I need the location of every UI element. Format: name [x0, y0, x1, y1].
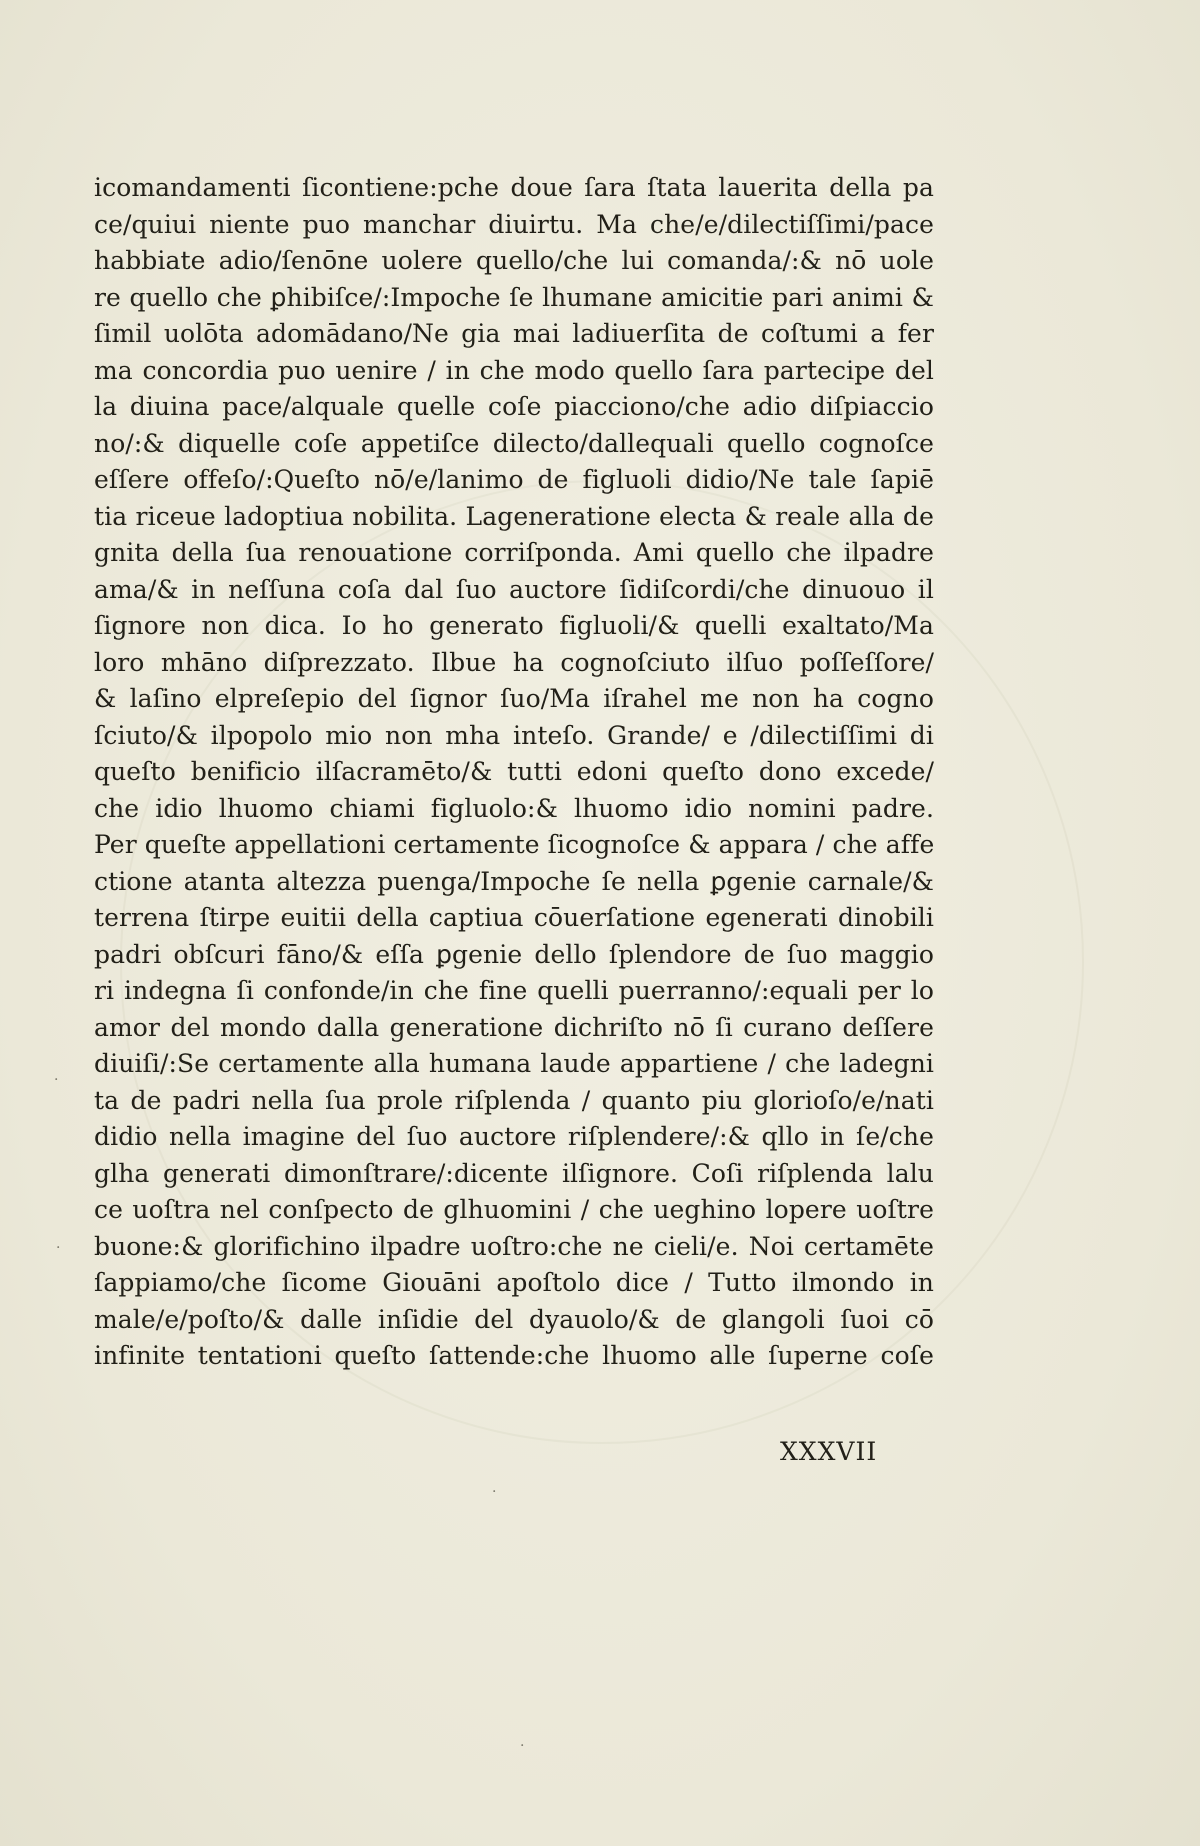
text-line: eſſere offeſo/:Queſto nō/e/lanimo de figluoli didio/Ne tale ſapiē [94, 465, 934, 494]
text-line: ctione atanta altezza puenga/Impoche ſe nella ꝑgenie carnale/& [94, 866, 934, 896]
text-line: terrena ſtirpe euitii della captiua cōuerſatione egenerati dinobili [94, 903, 934, 932]
text-line: didio nella imagine del ſuo auctore riſplendere/:& qllo in ſe/che [94, 1122, 934, 1151]
text-line: ce/quiui niente puo manchar diuirtu. Ma che/e/dilectiſſimi/pace [94, 209, 934, 239]
text-line: ce uoſtra nel conſpecto de glhuomini / che ueghino lopere uoſtre [94, 1195, 934, 1224]
text-line: ſciuto/& ilpopolo mio non mha inteſo. Grande/ e /dilectiſſimi di [94, 720, 934, 750]
paper-speck: · [56, 1240, 61, 1256]
text-line: la diuina pace/alquale quelle coſe piacciono/che adio diſpiaccio [94, 392, 934, 421]
text-line: gnita della ſua renouatione corriſponda. Ami quello che ilpadre [94, 538, 934, 567]
text-line: ſimil uolōta adomādano/Ne gia mai ladiuerſita de coſtumi a fer [94, 319, 934, 348]
text-line: che idio lhuomo chiami figluolo:& lhuomo idio nomini padre. [94, 793, 934, 823]
text-line: buone:& glorifichino ilpadre uoſtro:che ne cieli/e. Noi certamēte [94, 1231, 934, 1261]
paper-speck: · [520, 1738, 525, 1754]
text-line: padri obſcuri fāno/& eſſa ꝑgenie dello ſplendore de ſuo maggio [94, 939, 934, 969]
text-line: ſappiamo/che ſicome Giouāni apoſtolo dice / Tutto ilmondo in [94, 1268, 934, 1297]
text-line: amor del mondo dalla generatione dichriſto nō ſi curano deſſere [94, 1012, 934, 1042]
text-line: Per queſte appellationi certamente ſicognoſce & appara / che affe [94, 830, 934, 859]
text-line: infinite tentationi queſto ſattende:che lhuomo alle ſuperne coſe [94, 1341, 934, 1370]
paper-speck: · [492, 1484, 497, 1500]
text-line: diuiſi/:Se certamente alla humana laude appartiene / che ladegni [94, 1049, 934, 1078]
text-line: tia riceue ladoptiua nobilita. Lageneratione electa & reale alla de [94, 501, 934, 531]
text-line: ri indegna ſi confonde/in che fine quelli puerranno/:equali per lo [94, 976, 934, 1005]
text-line: habbiate adio/ſenōne uolere quello/che lui comanda/:& nō uole [94, 246, 934, 275]
body-text [94, 170, 934, 1375]
text-line: male/e/poſto/& dalle inſidie del dyauolo/& de glangoli ſuoi cō [94, 1304, 934, 1334]
text-line: ma concordia puo uenire / in che modo quello ſara partecipe del [94, 355, 934, 385]
text-line: no/:& diquelle coſe appetiſce dilecto/dallequali quello cognoſce [94, 428, 934, 458]
text-line: icomandamenti ſicontiene:pche doue ſara ſtata lauerita della pa [94, 173, 934, 202]
text-line: ſignore non dica. Io ho generato figluoli/& quelli exaltato/Ma [94, 611, 934, 640]
folio-number: XXXVII [780, 1437, 878, 1466]
text-line: & laſino elpreſepio del ſignor ſuo/Ma iſrahel me non ha cogno [94, 684, 934, 713]
text-line: re quello che ꝑhibiſce/:Impoche ſe lhumane amicitie pari animi & [94, 282, 934, 312]
text-line: glha generati dimonſtrare/:dicente ilſignore. Coſi riſplenda lalu [94, 1158, 934, 1188]
text-line: loro mhāno diſprezzato. Ilbue ha cognoſciuto ilſuo poſſeſſore/ [94, 647, 934, 677]
paper-speck: · [54, 1072, 59, 1088]
text-line: ama/& in neſſuna coſa dal ſuo auctore ſidiſcordi/che dinuouo il [94, 574, 934, 604]
text-line: ta de padri nella ſua prole riſplenda / quanto piu glorioſo/e/nati [94, 1085, 934, 1115]
text-line: queſto benificio ilſacramēto/& tutti edoni queſto dono excede/ [94, 757, 934, 786]
